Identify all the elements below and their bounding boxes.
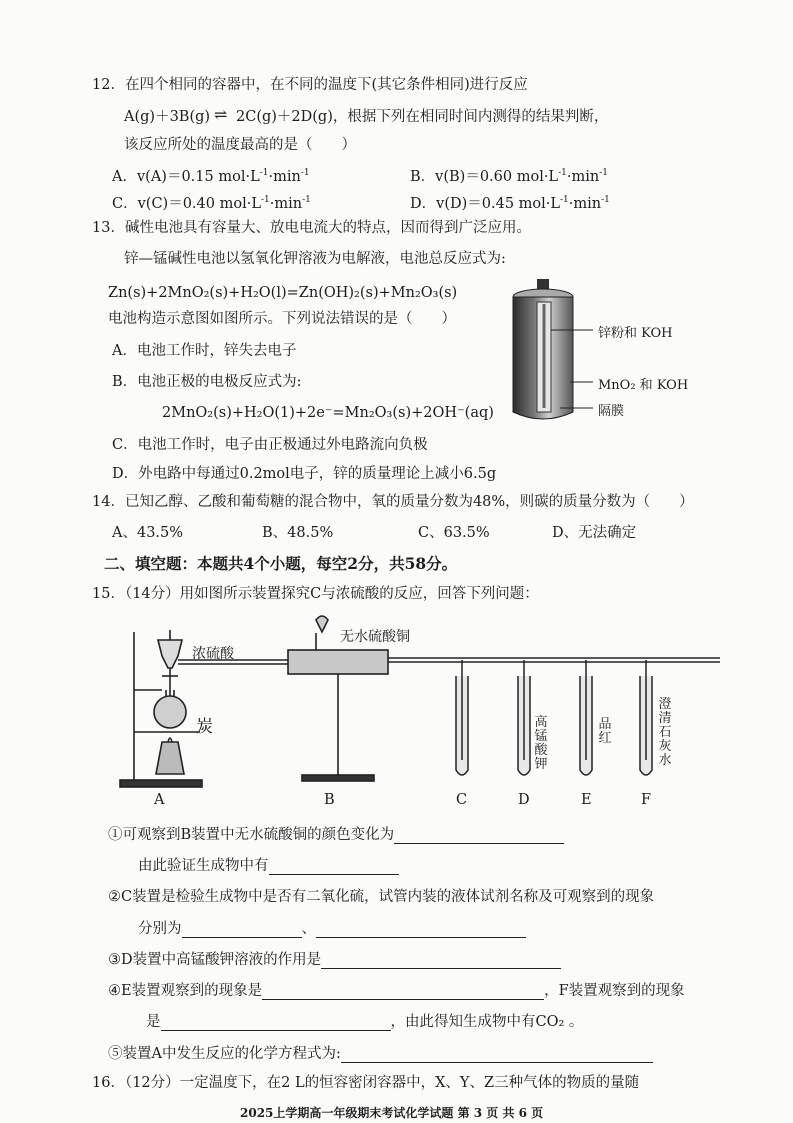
q15-s4a: ④E装置观察到的现象是 ，F装置观察到的现象 bbox=[108, 983, 685, 999]
q15-s3: ③D装置中高锰酸钾溶液的作用是 bbox=[108, 951, 561, 969]
q15-s1a: ①可观察到B装置中无水硫酸铜的颜色变化为 bbox=[108, 826, 564, 844]
label-limewater: 澄清石灰水 bbox=[658, 697, 672, 768]
q16-stem: 16．（12分）一定温度下，在2 L的恒容密闭容器中，X、Y、Z三种气体的物质的量随 bbox=[92, 1075, 640, 1091]
answer-blank[interactable] bbox=[394, 828, 564, 844]
q12-option-c: C．v(C)＝0.40 $mol\cdot L^{-1}\cdot\min^{-1}$ bbox=[112, 195, 311, 212]
battery-label-mno2: MnO₂ 和 KOH bbox=[598, 378, 689, 393]
apparatus-label-f: F bbox=[641, 792, 652, 808]
apparatus-label-a: A bbox=[154, 792, 165, 808]
answer-blank[interactable] bbox=[321, 953, 561, 969]
apparatus-label-d: D bbox=[518, 792, 530, 808]
q13-stem: 13．碱性电池具有容量大、放电电流大的特点，因而得到广泛应用。 bbox=[92, 220, 531, 236]
q12-line3: 该反应所处的温度最高的是（ ） bbox=[124, 137, 356, 153]
q15-s2a: ②C装置是检验生成物中是否有二氧化硫，试管内装的液体试剂名称及可观察到的现象 bbox=[108, 889, 655, 905]
q13-option-b: B．电池正极的电极反应式为: bbox=[112, 374, 302, 390]
q12-option-d: D．v(D)＝0.45 $mol\cdot L^{-1}\cdot\min^{-1}$ bbox=[410, 195, 610, 212]
label-carbon: 炭 bbox=[196, 717, 213, 737]
equilibrium-arrow-icon: ⇌ bbox=[214, 105, 228, 124]
q13-line4: 电池构造示意图如图所示。下列说法错误的是（ ） bbox=[108, 311, 456, 327]
answer-blank[interactable] bbox=[262, 984, 544, 1000]
q15-s2b: 分别为 、 bbox=[138, 920, 526, 938]
q13-line2: 锌—锰碱性电池以氢氧化钾溶液为电解液，电池总反应式为: bbox=[124, 251, 506, 267]
answer-blank[interactable] bbox=[182, 922, 302, 938]
label-conc-acid: 浓硫酸 bbox=[192, 646, 234, 662]
q14-option-d: D、无法确定 bbox=[552, 525, 637, 541]
q15-s5: ⑤装置A中发生反应的化学方程式为: bbox=[108, 1045, 653, 1063]
answer-blank[interactable] bbox=[316, 922, 526, 938]
q13-option-d: D．外电路中每通过0.2mol电子，锌的质量理论上减小6.5g bbox=[112, 466, 497, 482]
q14-option-c: C、63.5% bbox=[418, 525, 490, 541]
label-kmno4: 高锰酸钾 bbox=[534, 715, 548, 772]
q15-s4b: 是 ，由此得知生成物中有CO₂ 。 bbox=[146, 1014, 584, 1030]
battery-label-zn: 锌粉和 KOH bbox=[598, 326, 673, 341]
q14-option-a: A、43.5% bbox=[112, 525, 184, 541]
apparatus-label-b: B bbox=[324, 792, 335, 808]
q14-stem: 14．已知乙醇、乙酸和葡萄糖的混合物中，氧的质量分数为48%，则碳的质量分数为（ ） bbox=[92, 494, 694, 510]
answer-blank[interactable] bbox=[341, 1047, 653, 1063]
q12-stem: 12．在四个相同的容器中，在不同的温度下(其它条件相同)进行反应 bbox=[92, 77, 528, 93]
q12-option-b: B．v(B)＝0.60 $mol\cdot L^{-1}\cdot\min^{-1}$ bbox=[410, 168, 608, 185]
apparatus-label-c: C bbox=[456, 792, 468, 808]
page-footer: 2025上学期高一年级期末考试化学试题 第 3 页 共 6 页 bbox=[240, 1106, 544, 1120]
battery-label-separator: 隔膜 bbox=[598, 404, 625, 419]
answer-blank[interactable] bbox=[269, 859, 399, 875]
label-cuso4: 无水硫酸铜 bbox=[340, 629, 410, 645]
q13-option-c: C．电池工作时，电子由正极通过外电路流向负极 bbox=[112, 437, 428, 453]
q12-eq-right: 2C(g)＋2D(g)，根据下列在相同时间内测得的结果判断， bbox=[236, 109, 609, 125]
q13-option-b-eq: 2MnO₂(s)+H₂O(1)+2e⁻=Mn₂O₃(s)+2OH⁻(aq) bbox=[162, 405, 494, 421]
q15-stem: 15．（14分）用如图所示装置探究C与浓硫酸的反应，回答下列问题： bbox=[92, 586, 539, 602]
q12-eq-left: A(g)＋3B(g) bbox=[124, 109, 211, 125]
q12-option-a: A．v(A)＝0.15 $mol\cdot L^{-1}\cdot\min^{-1}$ bbox=[112, 168, 310, 185]
q13-equation: Zn(s)+2MnO₂(s)+H₂O(l)=Zn(OH)₂(s)+Mn₂O₃(s) bbox=[108, 285, 458, 301]
apparatus-label-e: E bbox=[581, 792, 592, 808]
test-tubes bbox=[456, 660, 652, 775]
q13-option-a: A．电池工作时，锌失去电子 bbox=[112, 343, 297, 359]
section-title: 二、填空题：本题共4个小题，每空2分，共58分。 bbox=[104, 554, 458, 573]
q14-option-b: B、48.5% bbox=[262, 525, 334, 541]
answer-blank[interactable] bbox=[161, 1015, 391, 1031]
label-pinhong: 品红 bbox=[598, 717, 612, 746]
q15-s1b: 由此验证生成物中有 bbox=[138, 857, 399, 875]
